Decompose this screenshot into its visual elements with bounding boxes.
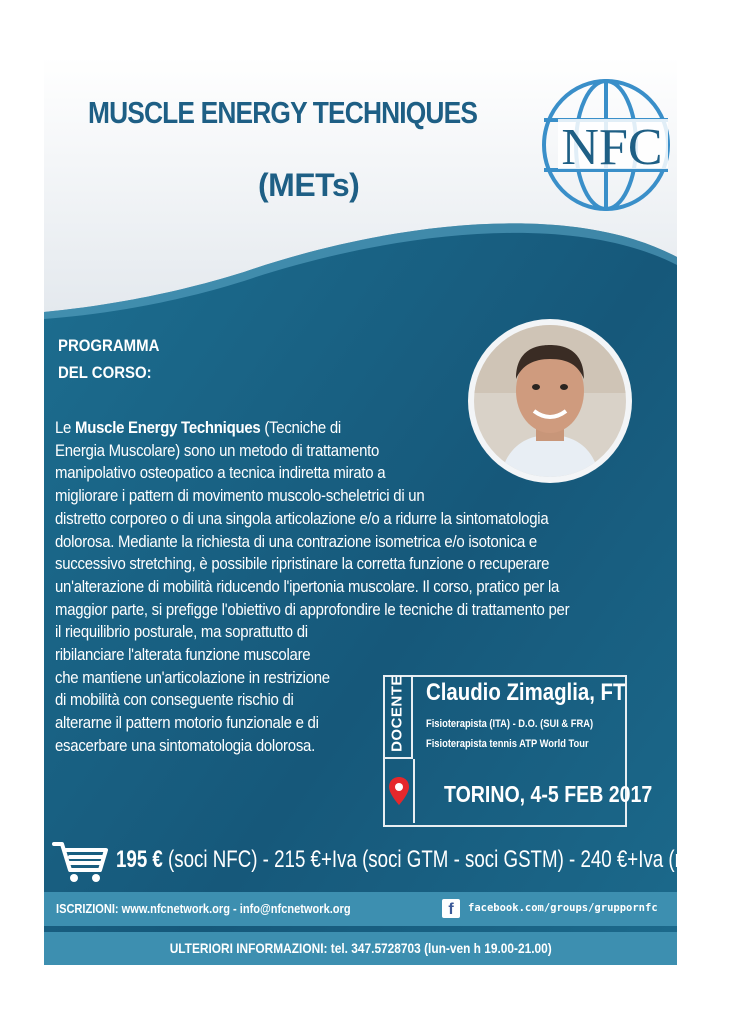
program-heading	[58, 332, 159, 386]
course-title: MUSCLE ENERGY TECHNIQUES	[88, 95, 478, 130]
teacher-role-2: Fisioterapista tennis ATP World Tour	[426, 738, 589, 750]
shopping-cart-icon	[52, 840, 108, 884]
price-text	[116, 846, 751, 874]
member-price: 195 €	[116, 846, 163, 873]
description-line: Energia Muscolare) sono un metodo di trattamento	[55, 440, 380, 460]
description-line	[55, 417, 662, 440]
location-pin-icon	[389, 777, 409, 805]
facebook-icon: f	[442, 899, 460, 918]
description-line: esacerbare una sintomatologia dolorosa.	[55, 735, 315, 755]
description-line: ribilanciare l'alterata funzione muscolare	[55, 645, 311, 665]
description-line: un'alterazione di mobilità riducendo l'ipertonia muscolare. Il corso, pratico per la	[55, 576, 560, 596]
facebook-link[interactable]: facebook.com/groups/gruppornfc	[468, 902, 658, 914]
description-line: dolorosa. Mediante la richiesta di una contrazione isometrica e/o isotonica e	[55, 531, 537, 551]
info-contact: ULTERIORI INFORMAZIONI: tel. 347.5728703 (lun-ven h 19.00-21.00)	[169, 940, 552, 956]
description-emphasis: Muscle Energy Techniques	[75, 418, 261, 437]
description-text: (Tecniche di	[260, 418, 341, 437]
course-title-abbrev: (METs)	[258, 167, 360, 203]
registration-band	[44, 892, 677, 926]
description-text: Le	[55, 418, 76, 437]
program-heading-line1: PROGRAMMA	[58, 336, 160, 355]
teacher-role-1: Fisioterapista (ITA) - D.O. (SUI & FRA)	[426, 718, 594, 730]
description-line: che mantiene un'articolazione in restrizione	[55, 667, 330, 687]
course-poster	[44, 57, 751, 965]
pricing-row	[52, 840, 751, 886]
teacher-label-cell	[383, 675, 413, 759]
description-line: distretto corporeo o di una singola articolazione e/o a ridurre la sintomatologia	[55, 508, 549, 528]
description-line: manipolativo osteopatico a tecnica indiretta mirato a	[55, 463, 386, 483]
teacher-label: DOCENTE	[388, 675, 406, 752]
logo-text: NFC	[561, 119, 663, 176]
teacher-name: Claudio Zimaglia, FT	[426, 679, 626, 706]
registration-text[interactable]: ISCRIZIONI: www.nfcnetwork.org - info@nfcnetwork.org	[56, 901, 351, 916]
description-line: il riequilibrio posturale, ma soprattutto di	[55, 622, 308, 642]
event-place-date: TORINO, 4-5 FEB 2017	[444, 781, 653, 807]
info-text	[44, 940, 677, 956]
location-pin-cell	[385, 759, 415, 823]
description-line: alterarne il pattern motorio funzionale e di	[55, 713, 319, 733]
description-line: di mobilità con conseguente rischio di	[55, 690, 294, 710]
nfc-globe-logo	[524, 65, 674, 215]
price-details: (soci NFC) - 215 €+Iva (soci GTM - soci GSTM) - 240 €+Iva (non soci)	[162, 846, 751, 873]
description-line: successivo stretching, è possibile ripristinare la corretta funzione o recuperare	[55, 554, 550, 574]
program-heading-line2: DEL CORSO:	[58, 363, 152, 382]
description-line: maggior parte, si prefigge l'obiettivo di approfondire le tecniche di trattamento per	[55, 599, 570, 619]
info-band	[44, 932, 677, 965]
description-line: migliorare i pattern di movimento muscolo-scheletrici di un	[55, 486, 425, 506]
